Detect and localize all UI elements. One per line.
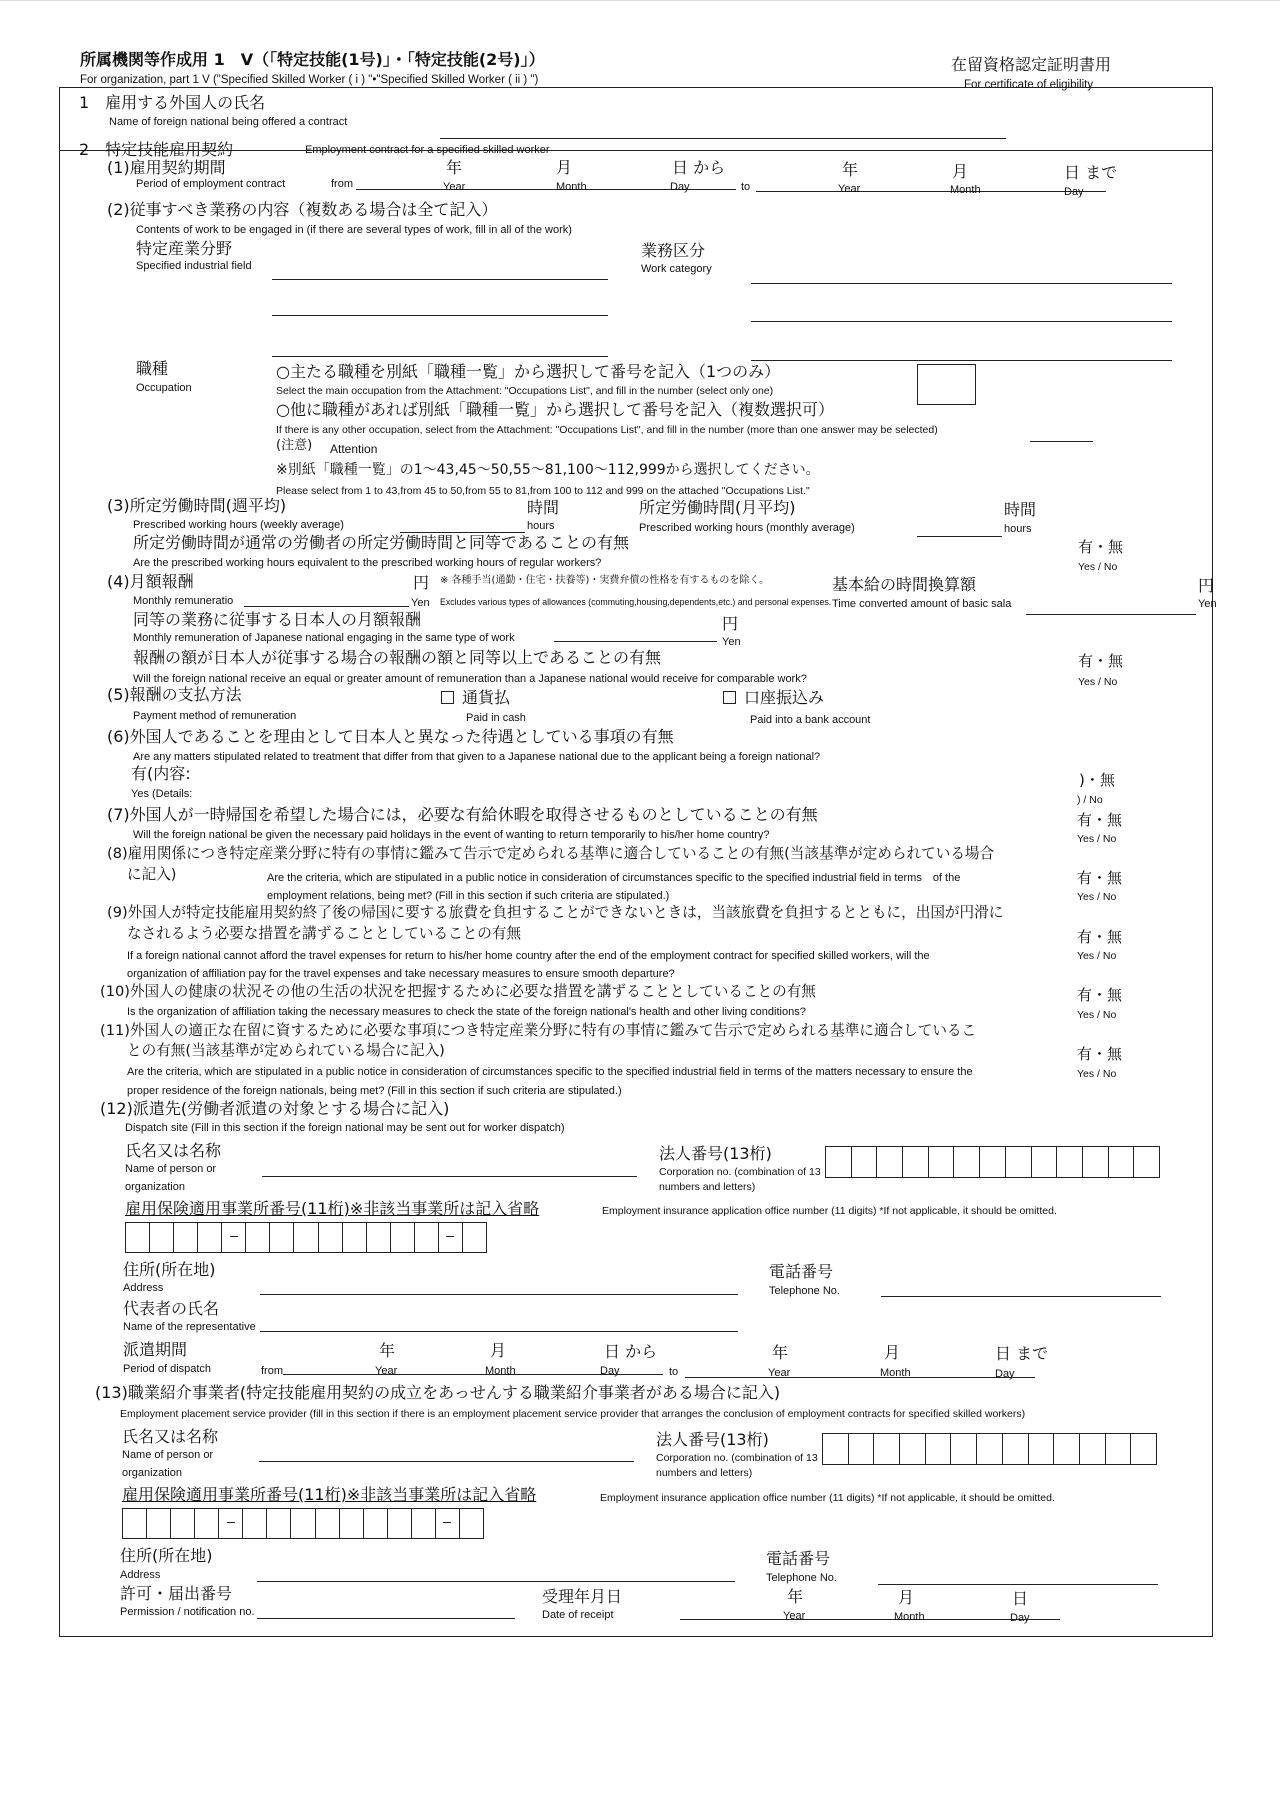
industrial-field-line-2[interactable]	[272, 315, 608, 316]
agency-address-label: 住所(所在地)	[120, 1546, 213, 1565]
year-en: Year	[375, 1365, 398, 1377]
agency-name-field[interactable]	[259, 1461, 634, 1462]
agency-insurance-label: 雇用保険適用事業所番号(11桁)※非該当事業所は記入省略	[122, 1485, 537, 1504]
hours-jp: 時間	[1004, 500, 1037, 519]
p1-label-en: Period of employment contract	[136, 178, 286, 190]
p4-label-en: Monthly remuneratio	[133, 595, 234, 607]
occ-other-instr-en: If there is any other occupation, select from the Attachment: "Occupations List", and fill in the number (more than one answer may be selected)	[276, 424, 938, 436]
yes-no-choice[interactable]: 有・無	[1077, 869, 1123, 887]
agency-insurance-label-en: Employment insurance application office number (11 digits) *If not applicable, it should be omitted.	[600, 1492, 1055, 1504]
yes-no-en: Yes / No	[1077, 1068, 1117, 1080]
agency-tel-field[interactable]	[878, 1584, 1158, 1585]
dispatch-corp-label-en: Corporation no. (combination of 13	[659, 1166, 821, 1178]
occ-other-instr: ○他に職種があれば別紙「職種一覧」から選択して番号を記入（複数選択可）	[276, 400, 834, 419]
p8-label-2: に記入)	[127, 866, 177, 883]
p6-yes-en: Yes (Details:	[131, 788, 193, 800]
p7-label-en: Will the foreign national be given the necessary paid holidays in the event of wanting to return temporarily to his/her home country?	[133, 829, 770, 841]
p8-label-en: Are the criteria, which are stipulated in a public notice in consideration of circumstances specific to the specified industrial field in terms of the	[267, 872, 961, 884]
year-jp: 年	[787, 1587, 804, 1606]
s2-label-en: Employment contract for a specified skilled worker	[305, 144, 550, 156]
p13-label: (13)職業紹介事業者(特定技能雇用契約の成立をあっせんする職業紹介事業者がある場合に記入)	[95, 1383, 781, 1402]
p6-yes: 有(内容:	[131, 764, 191, 783]
dispatch-corp-number-boxes[interactable]	[825, 1146, 1160, 1178]
p3q-label-en: Are the prescribed working hours equivalent to the prescribed working hours of regular workers?	[133, 557, 602, 569]
yen-jp: 円	[1198, 576, 1215, 595]
agency-address-label-en: Address	[120, 1569, 161, 1581]
top-edge	[0, 0, 1280, 1]
cash-checkbox[interactable]	[441, 691, 454, 704]
yes-no-choice[interactable]: 有・無	[1078, 538, 1124, 556]
dispatch-period-label: 派遣期間	[123, 1340, 188, 1359]
header-right-en: For certificate of eligibility	[964, 79, 1094, 91]
dispatch-address-field[interactable]	[260, 1294, 738, 1295]
p1-label: (1)雇用契約期間	[107, 158, 226, 177]
from-label: from	[261, 1365, 283, 1377]
yes-no-en: Yes / No	[1077, 833, 1117, 845]
monthly-hours-field[interactable]	[917, 536, 1002, 537]
p4-label: (4)月額報酬	[107, 572, 194, 591]
year-en: Year	[443, 181, 466, 193]
agency-insurance-number-boxes[interactable]	[122, 1508, 484, 1539]
category-label-en: Work category	[641, 263, 712, 275]
occ-main-instr-en: Select the main occupation from the Attachment: "Occupations List", and fill in the number (select only one)	[276, 385, 774, 397]
dispatch-rep-label-en: Name of the representative	[123, 1321, 256, 1333]
agency-name-label-en-2: organization	[122, 1467, 182, 1479]
p9-label-en-2: organization of affiliation pay for the travel expenses and take necessary measures to ensure smooth departure?	[127, 968, 675, 980]
dispatch-corp-label-en-2: numbers and letters)	[659, 1181, 756, 1193]
year-jp: 年	[772, 1343, 789, 1362]
work-category-line-3[interactable]	[751, 360, 1172, 361]
p4q-label-en: Will the foreign national receive an equal or greater amount of remuneration than a Japanese national would receive for comparable work?	[133, 673, 807, 685]
permission-number-field[interactable]	[257, 1618, 515, 1619]
p8-label-en-2: employment relations, being met? (Fill in this section if such criteria are stipulated.)	[267, 890, 670, 902]
p6-no[interactable]: )・無	[1079, 771, 1115, 789]
p12-label-en: Dispatch site (Fill in this section if the foreign national may be sent out for worker dispatch)	[125, 1122, 565, 1134]
day-en: Day	[670, 181, 690, 193]
yen-en: Yen	[1198, 598, 1217, 610]
yen-en: Yen	[722, 636, 741, 648]
dispatch-name-field[interactable]	[262, 1176, 637, 1177]
dispatch-period-label-en: Period of dispatch	[123, 1363, 212, 1375]
p6-label-en: Are any matters stipulated related to treatment that differ from that given to a Japanese national due to the applicant being a foreign national?	[133, 751, 821, 763]
occ-note-en: Please select from 1 to 43,from 45 to 50,from 55 to 81,from 100 to 112 and 999 on the attached "Occupations List."	[276, 485, 810, 497]
form-title: 所属機関等作成用 1 V（「特定技能(1号)」・「特定技能(2号)」）	[80, 50, 545, 69]
yes-no-choice[interactable]: 有・無	[1078, 652, 1124, 670]
agency-address-field[interactable]	[257, 1581, 735, 1582]
day-en: Day	[1064, 186, 1084, 198]
attention-jp: (注意)	[276, 438, 313, 453]
p10-label: (10)外国人の健康の状況その他の生活の状況を把握するために必要な措置を講ずることとしていることの有無	[100, 983, 816, 1000]
receipt-date-field[interactable]	[680, 1619, 1060, 1620]
cash-label-en: Paid in cash	[466, 712, 526, 724]
day-en: Day	[600, 1365, 620, 1377]
month-en: Month	[894, 1611, 925, 1623]
dispatch-corp-label: 法人番号(13桁)	[659, 1144, 772, 1163]
dispatch-address-label-en: Address	[123, 1282, 164, 1294]
p13-label-en: Employment placement service provider (fill in this section if there is an employment placement service provider that arranges the conclusion of employment contracts for specified skilled workers)	[120, 1408, 1026, 1420]
year-en: Year	[768, 1367, 791, 1379]
p4h-label-en: Time converted amount of basic sala	[832, 598, 1012, 610]
day-to-jp: 日 まで	[995, 1344, 1049, 1363]
p9-label: (9)外国人が特定技能雇用契約終了後の帰国に要する旅費を負担することができないときは，当該旅費を負担するとともに，出国が円滑に	[107, 904, 1004, 921]
yes-no-en: Yes / No	[1077, 891, 1117, 903]
p4h-label: 基本給の時間換算額	[832, 575, 977, 594]
month-en: Month	[880, 1367, 911, 1379]
field-label-en: Specified industrial field	[136, 260, 252, 272]
p2-label-en: Contents of work to be engaged in (if there are several types of work, fill in all of the work)	[136, 224, 572, 236]
year-en: Year	[838, 183, 861, 195]
month-en: Month	[950, 184, 981, 196]
hours-jp: 時間	[527, 498, 560, 517]
p5-label-en: Payment method of remuneration	[133, 710, 297, 722]
industrial-field-line-1[interactable]	[272, 279, 608, 280]
to-label: to	[741, 181, 751, 193]
p7-label: (7)外国人が一時帰国を希望した場合には，必要な有給休暇を取得させるものとしていることの有無	[107, 805, 818, 824]
p12-label: (12)派遣先(労働者派遣の対象とする場合に記入)	[100, 1099, 450, 1118]
p4q-label: 報酬の額が日本人が従事する場合の報酬の額と同等以上であることの有無	[133, 648, 662, 667]
attention-en: Attention	[330, 442, 378, 456]
month-jp: 月	[884, 1343, 901, 1362]
permission-label: 許可・届出番号	[120, 1584, 233, 1603]
p11-label-2: との有無(当該基準が定められている場合に記入)	[127, 1042, 445, 1059]
p9-label-2: なされるよう必要な措置を講ずることとしていることの有無	[127, 925, 522, 942]
yes-no-choice[interactable]: 有・無	[1077, 928, 1123, 946]
from-label: from	[331, 178, 353, 190]
p2-label: (2)従事すべき業務の内容（複数ある場合は全て記入）	[107, 200, 498, 219]
hours-en: hours	[1004, 523, 1032, 535]
p6-no-en: ) / No	[1077, 794, 1103, 806]
contract-end-field[interactable]	[756, 191, 1106, 192]
day-en: Day	[1010, 1612, 1030, 1624]
occupation-label-en: Occupation	[136, 382, 192, 394]
day-en: Day	[995, 1368, 1015, 1380]
month-en: Month	[485, 1365, 516, 1377]
yes-no-choice[interactable]: 有・無	[1077, 1045, 1123, 1063]
field-label: 特定産業分野	[136, 239, 233, 258]
p11-label-en-2: proper residence of the foreign nationals, being met? (Fill in this section if such criteria are stipulated.)	[127, 1085, 622, 1097]
p4-note: ※ 各種手当(通勤・住宅・扶養等)・実費弁償の性格を有するものを除く。	[440, 575, 770, 586]
occ-main-instr: ○主たる職種を別紙「職種一覧」から選択して番号を記入（1つのみ）	[276, 362, 781, 381]
p3-label-en: Prescribed working hours (weekly average)	[133, 519, 344, 531]
p6-label: (6)外国人であることを理由として日本人と異なった待遇としている事項の有無	[107, 727, 674, 746]
day-to-jp: 日 まで	[1064, 163, 1118, 182]
yes-no-en: Yes / No	[1077, 1009, 1117, 1021]
industrial-field-line-3[interactable]	[272, 356, 608, 357]
p4j-label-en: Monthly remuneration of Japanese national engaging in the same type of work	[133, 632, 515, 644]
monthly-remuneration-field[interactable]	[244, 606, 409, 607]
month-jp: 月	[952, 162, 969, 181]
bank-label-en: Paid into a bank account	[750, 714, 871, 726]
s2-label: 2 特定技能雇用契約	[79, 140, 234, 159]
receipt-date-label: 受理年月日	[542, 1587, 623, 1606]
other-occupation-field[interactable]	[1030, 441, 1093, 442]
permission-label-en: Permission / notification no.	[120, 1606, 255, 1618]
p8-label: (8)雇用関係につき特定産業分野に特有の事情に鑑みて告示で定められる基準に適合していることの有無(当該基準が定められている場合	[107, 845, 995, 862]
yen-en: Yen	[411, 597, 430, 609]
yen-jp: 円	[413, 573, 430, 592]
japanese-remuneration-field[interactable]	[554, 641, 717, 642]
yes-no-en: Yes / No	[1078, 676, 1118, 688]
p11-label: (11)外国人の適正な在留に資するために必要な事項につき特定産業分野に特有の事情に鑑みて告示で定められる基準に適合しているこ	[100, 1022, 977, 1039]
agency-name-label: 氏名又は名称	[122, 1427, 219, 1446]
bank-checkbox[interactable]	[723, 691, 736, 704]
dispatch-rep-label: 代表者の氏名	[123, 1299, 220, 1318]
form-title-en: For organization, part 1 V ("Specified Skilled Worker ( i ) "•"Specified Skilled Worker ( ii ) ")	[80, 74, 539, 86]
dispatch-name-label-en-2: organization	[125, 1181, 185, 1193]
dispatch-tel-label-en: Telephone No.	[769, 1285, 840, 1297]
dispatch-tel-field[interactable]	[881, 1296, 1161, 1297]
dispatch-name-label-en: Name of person or	[125, 1163, 217, 1175]
year-jp: 年	[842, 160, 859, 179]
p3q-label: 所定労働時間が通常の労働者の所定労働時間と同等であることの有無	[133, 533, 630, 552]
bank-option[interactable]	[723, 689, 824, 707]
header-right: 在留資格認定証明書用	[951, 55, 1112, 74]
agency-corp-label-en: Corporation no. (combination of 13	[656, 1452, 818, 1464]
month-jp: 月	[898, 1588, 915, 1607]
p3-label: (3)所定労働時間(週平均)	[107, 496, 287, 515]
foreign-name-field[interactable]	[440, 138, 1006, 139]
year-jp: 年	[446, 158, 463, 177]
p4-note-en: Excludes various types of allowances (commuting,housing,dependents,etc.) and personal expenses.	[440, 597, 832, 607]
yes-no-en: Yes / No	[1077, 950, 1117, 962]
p4j-label: 同等の業務に従事する日本人の月額報酬	[133, 610, 422, 629]
month-en: Month	[556, 181, 587, 193]
year-en: Year	[783, 1610, 806, 1622]
day-from-jp: 日 から	[604, 1342, 658, 1361]
yes-no-en: Yes / No	[1078, 561, 1118, 573]
day-jp: 日	[1012, 1589, 1029, 1608]
dispatch-address-label: 住所(所在地)	[123, 1260, 216, 1279]
p11-label-en: Are the criteria, which are stipulated in a public notice in consideration of circumstances specific to the specified industrial field in terms of the matters necessary to ensure the	[127, 1066, 973, 1078]
agency-corp-number-boxes[interactable]	[822, 1433, 1157, 1465]
year-jp: 年	[379, 1341, 396, 1360]
s1-label-en: Name of foreign national being offered a contract	[109, 116, 348, 128]
receipt-date-label-en: Date of receipt	[542, 1609, 614, 1621]
agency-corp-label-en-2: numbers and letters)	[656, 1467, 753, 1479]
dispatch-rep-field[interactable]	[260, 1331, 738, 1332]
occupation-label: 職種	[136, 359, 169, 378]
yen-jp: 円	[722, 614, 739, 633]
hours-en: hours	[527, 520, 555, 532]
main-occupation-box[interactable]	[917, 364, 976, 405]
agency-tel-label-en: Telephone No.	[766, 1572, 837, 1584]
p5-label: (5)報酬の支払方法	[107, 685, 242, 704]
dispatch-end-field[interactable]	[685, 1377, 1035, 1378]
to-label: to	[669, 1366, 679, 1378]
cash-label: 通貨払	[462, 688, 511, 707]
bank-label: 口座振込み	[744, 688, 825, 707]
dispatch-insurance-label: 雇用保険適用事業所番号(11桁)※非該当事業所は記入省略	[125, 1199, 540, 1218]
yes-no-choice[interactable]: 有・無	[1077, 811, 1123, 829]
month-jp: 月	[490, 1341, 507, 1360]
dispatch-insurance-label-en: Employment insurance application office number (11 digits) *If not applicable, it should be omitted.	[602, 1205, 1057, 1217]
hourly-basic-pay-field[interactable]	[1026, 614, 1196, 615]
cash-option[interactable]	[441, 689, 510, 707]
agency-corp-label: 法人番号(13桁)	[656, 1430, 769, 1449]
agency-name-label-en: Name of person or	[122, 1449, 214, 1461]
dispatch-tel-label: 電話番号	[769, 1262, 834, 1281]
day-from-jp: 日 から	[672, 158, 726, 177]
p3m-label: 所定労働時間(月平均)	[639, 498, 796, 517]
work-category-line-1[interactable]	[751, 283, 1172, 284]
occ-note: ※別紙「職種一覧」の1～43,45～50,55～81,100～112,999から選択してください。	[276, 462, 820, 478]
dispatch-name-label: 氏名又は名称	[125, 1141, 222, 1160]
s1-label: 1 雇用する外国人の氏名	[79, 93, 266, 112]
p10-label-en: Is the organization of affiliation taking the necessary measures to check the state of the foreign national's health and other living conditions?	[127, 1006, 806, 1018]
month-jp: 月	[556, 158, 573, 177]
p3m-label-en: Prescribed working hours (monthly average)	[639, 522, 855, 534]
work-category-line-2[interactable]	[751, 321, 1172, 322]
p9-label-en: If a foreign national cannot afford the travel expenses for return to his/her home country after the end of the employment contract for specified skilled workers, will the	[127, 950, 930, 962]
agency-tel-label: 電話番号	[766, 1549, 831, 1568]
yes-no-choice[interactable]: 有・無	[1077, 986, 1123, 1004]
dispatch-insurance-number-boxes[interactable]	[125, 1222, 487, 1253]
category-label: 業務区分	[641, 241, 706, 260]
